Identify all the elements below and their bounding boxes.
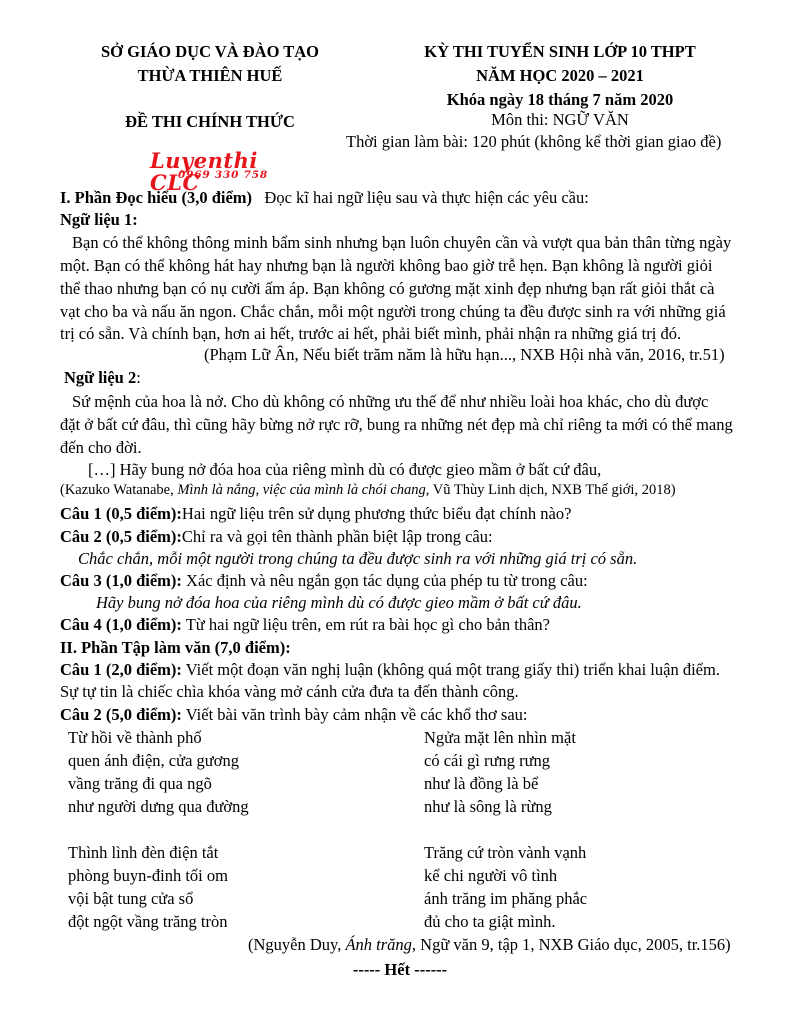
logo-phone: 0969 330 758 [178,169,268,181]
q2-text: Chỉ ra và gọi tên thành phần biệt lập trong câu: [181,527,493,546]
q2-quote: Chắc chắn, mỗi một người trong chúng ta đều được sinh ra với những giá trị có sẵn. [78,549,638,568]
poem-left-9: đột ngột vầng trăng tròn [68,912,228,931]
header-official-exam: ĐỀ THI CHÍNH THỨC [125,112,295,131]
text1-line-5: trị có sẵn. Và chính bạn, hơn ai hết, trước ai hết, phải biết mình, phải nhận ra những giá trị đó. [60,324,682,343]
header-department: SỞ GIÁO DỤC VÀ ĐÀO TẠO [100,42,320,61]
poem-right-4: như là sông là rừng [424,797,552,816]
header-school-year: NĂM HỌC 2020 – 2021 [476,66,644,85]
text1-line-1: Bạn có thể không thông minh bẩm sinh nhưng bạn luôn chuyên cần và vượt qua bản thân từng ngày [72,233,732,252]
q4-label: Câu 4 (1,0 điểm): [60,615,182,634]
poem-left-8: vội bật tung cửa sổ [68,889,194,908]
poem-source [248,933,731,957]
part2-question-2 [60,703,527,727]
poem-right-2: có cái gì rưng rưng [424,751,551,770]
text2-line-4: […] Hãy bung nở đóa hoa của riêng mình dù có được gieo mầm ở bất cứ đâu, [88,460,602,479]
header-time: Thời gian làm bài: 120 phút (không kể thời gian giao đề) [346,132,722,151]
text1-label: Ngữ liệu 1: [60,210,138,229]
text2-source-author: (Kazuko Watanabe, [60,482,178,498]
poem-left-1: Từ hồi về thành phố [68,728,202,747]
part1-question-2 [60,525,493,549]
text2-line-3: đến cho đời. [60,438,142,457]
p2-q1-label: Câu 1 (2,0 điểm): [60,660,182,679]
part1-question-3 [60,569,588,593]
text1-source: (Phạm Lữ Ân, Nếu biết trăm năm là hữu hạn..., NXB Hội nhà văn, 2016, tr.51) [204,345,725,364]
q1-text: Hai ngữ liệu trên sử dụng phương thức biểu đạt chính nào? [181,504,572,523]
poem-left-7: phòng buyn-đinh tối om [68,866,228,885]
part2-title: II. Phần Tập làm văn (7,0 điểm): [60,638,291,657]
poem-left-2: quen ánh điện, cửa gương [68,751,239,770]
part1-question-4 [60,613,550,637]
text2-label: Ngữ liệu 2 [64,368,137,387]
text2-line-2: đặt ở bất cứ đâu, thì cũng hãy bừng nở rực rỡ, bung ra những nét đẹp mà chỉ riêng ta mới có thể mang [60,415,733,434]
poem-source-title: Ánh trăng [345,935,412,954]
p2-q2-label: Câu 2 (5,0 điểm): [60,705,182,724]
q3-quote: Hãy bung nở đóa hoa của riêng mình dù có được gieo mầm ở bất cứ đâu. [96,593,582,612]
text1-line-4: vạt cho ba và nấu ăn ngon. Chắc chắn, mỗi một người trong chúng ta đều được sinh ra với những giá [60,302,726,321]
part1-heading-line [60,186,589,210]
text2-source-publisher: Vũ Thùy Linh dịch, NXB Thế giới, 2018) [429,482,676,498]
p2-q1-line2: Sự tự tin là chiếc chìa khóa vàng mở cánh cửa đưa ta đến thành công. [60,682,519,701]
text2-source [60,480,676,500]
text2-source-title: Mình là nắng, việc của mình là chói chang, [177,482,430,498]
poem-left-4: như người dưng qua đường [68,797,249,816]
poem-right-6: Trăng cứ tròn vành vạnh [424,843,587,862]
poem-right-1: Ngửa mặt lên nhìn mặt [424,728,576,747]
poem-right-3: như là đồng là bể [424,774,539,793]
q2-label: Câu 2 (0,5 điểm): [60,527,182,546]
text1-line-3: thể thao nhưng bạn có nụ cười ấm áp. Bạn không có gương mặt xinh đẹp nhưng bạn rất giỏi thắt cà [60,279,715,298]
poem-right-9: đủ cho ta giật mình. [424,912,556,931]
q3-text: Xác định và nêu ngắn gọn tác dụng của phép tu từ trong câu: [181,571,588,590]
p2-q1-text: Viết một đoạn văn nghị luận (không quá một trang giấy thi) triển khai luận điểm. [181,660,720,679]
header-province: THỪA THIÊN HUẾ [137,66,283,85]
poem-source-publisher: , Ngữ văn 9, tập 1, NXB Giáo dục, 2005, tr.156) [411,935,731,954]
part1-instruction: Đọc kĩ hai ngữ liệu sau và thực hiện các yêu cầu: [264,188,589,207]
text1-line-2: một. Bạn có thể không hát hay nhưng bạn là người không bao giờ trễ hẹn. Bạn không là người giỏi [60,256,713,275]
luyenthi-logo [150,148,310,195]
part1-title: I. Phần Đọc hiểu (3,0 điểm) [60,188,253,207]
part2-question-1 [60,658,720,682]
poem-source-author: (Nguyễn Duy, [248,935,346,954]
q1-label: Câu 1 (0,5 điểm): [60,504,182,523]
part1-question-1 [60,502,571,526]
header-exam-date: Khóa ngày 18 tháng 7 năm 2020 [446,90,674,109]
text2-line-1: Sứ mệnh của hoa là nở. Cho dù không có những ưu thế để như nhiều loài hoa khác, cho dù được [72,392,709,411]
header-subject: Môn thi: NGỮ VĂN [491,110,629,129]
poem-left-3: vầng trăng đi qua ngõ [68,774,212,793]
q4-text: Từ hai ngữ liệu trên, em rút ra bài học gì cho bản thân? [181,615,550,634]
end-mark: ----- Hết ------ [352,960,448,979]
poem-right-7: kể chi người vô tình [424,866,558,885]
poem-right-8: ánh trăng im phăng phắc [424,889,588,908]
p2-q2-text: Viết bài văn trình bày cảm nhận về các khổ thơ sau: [181,705,528,724]
poem-left-6: Thình lình đèn điện tắt [68,843,219,862]
q3-label: Câu 3 (1,0 điểm): [60,571,182,590]
text2-label-line [64,366,141,390]
text2-label-colon: : [136,368,141,387]
logo-name: Luyenthi CLC [150,148,258,195]
header-exam-title: KỲ THI TUYỂN SINH LỚP 10 THPT [424,42,696,61]
